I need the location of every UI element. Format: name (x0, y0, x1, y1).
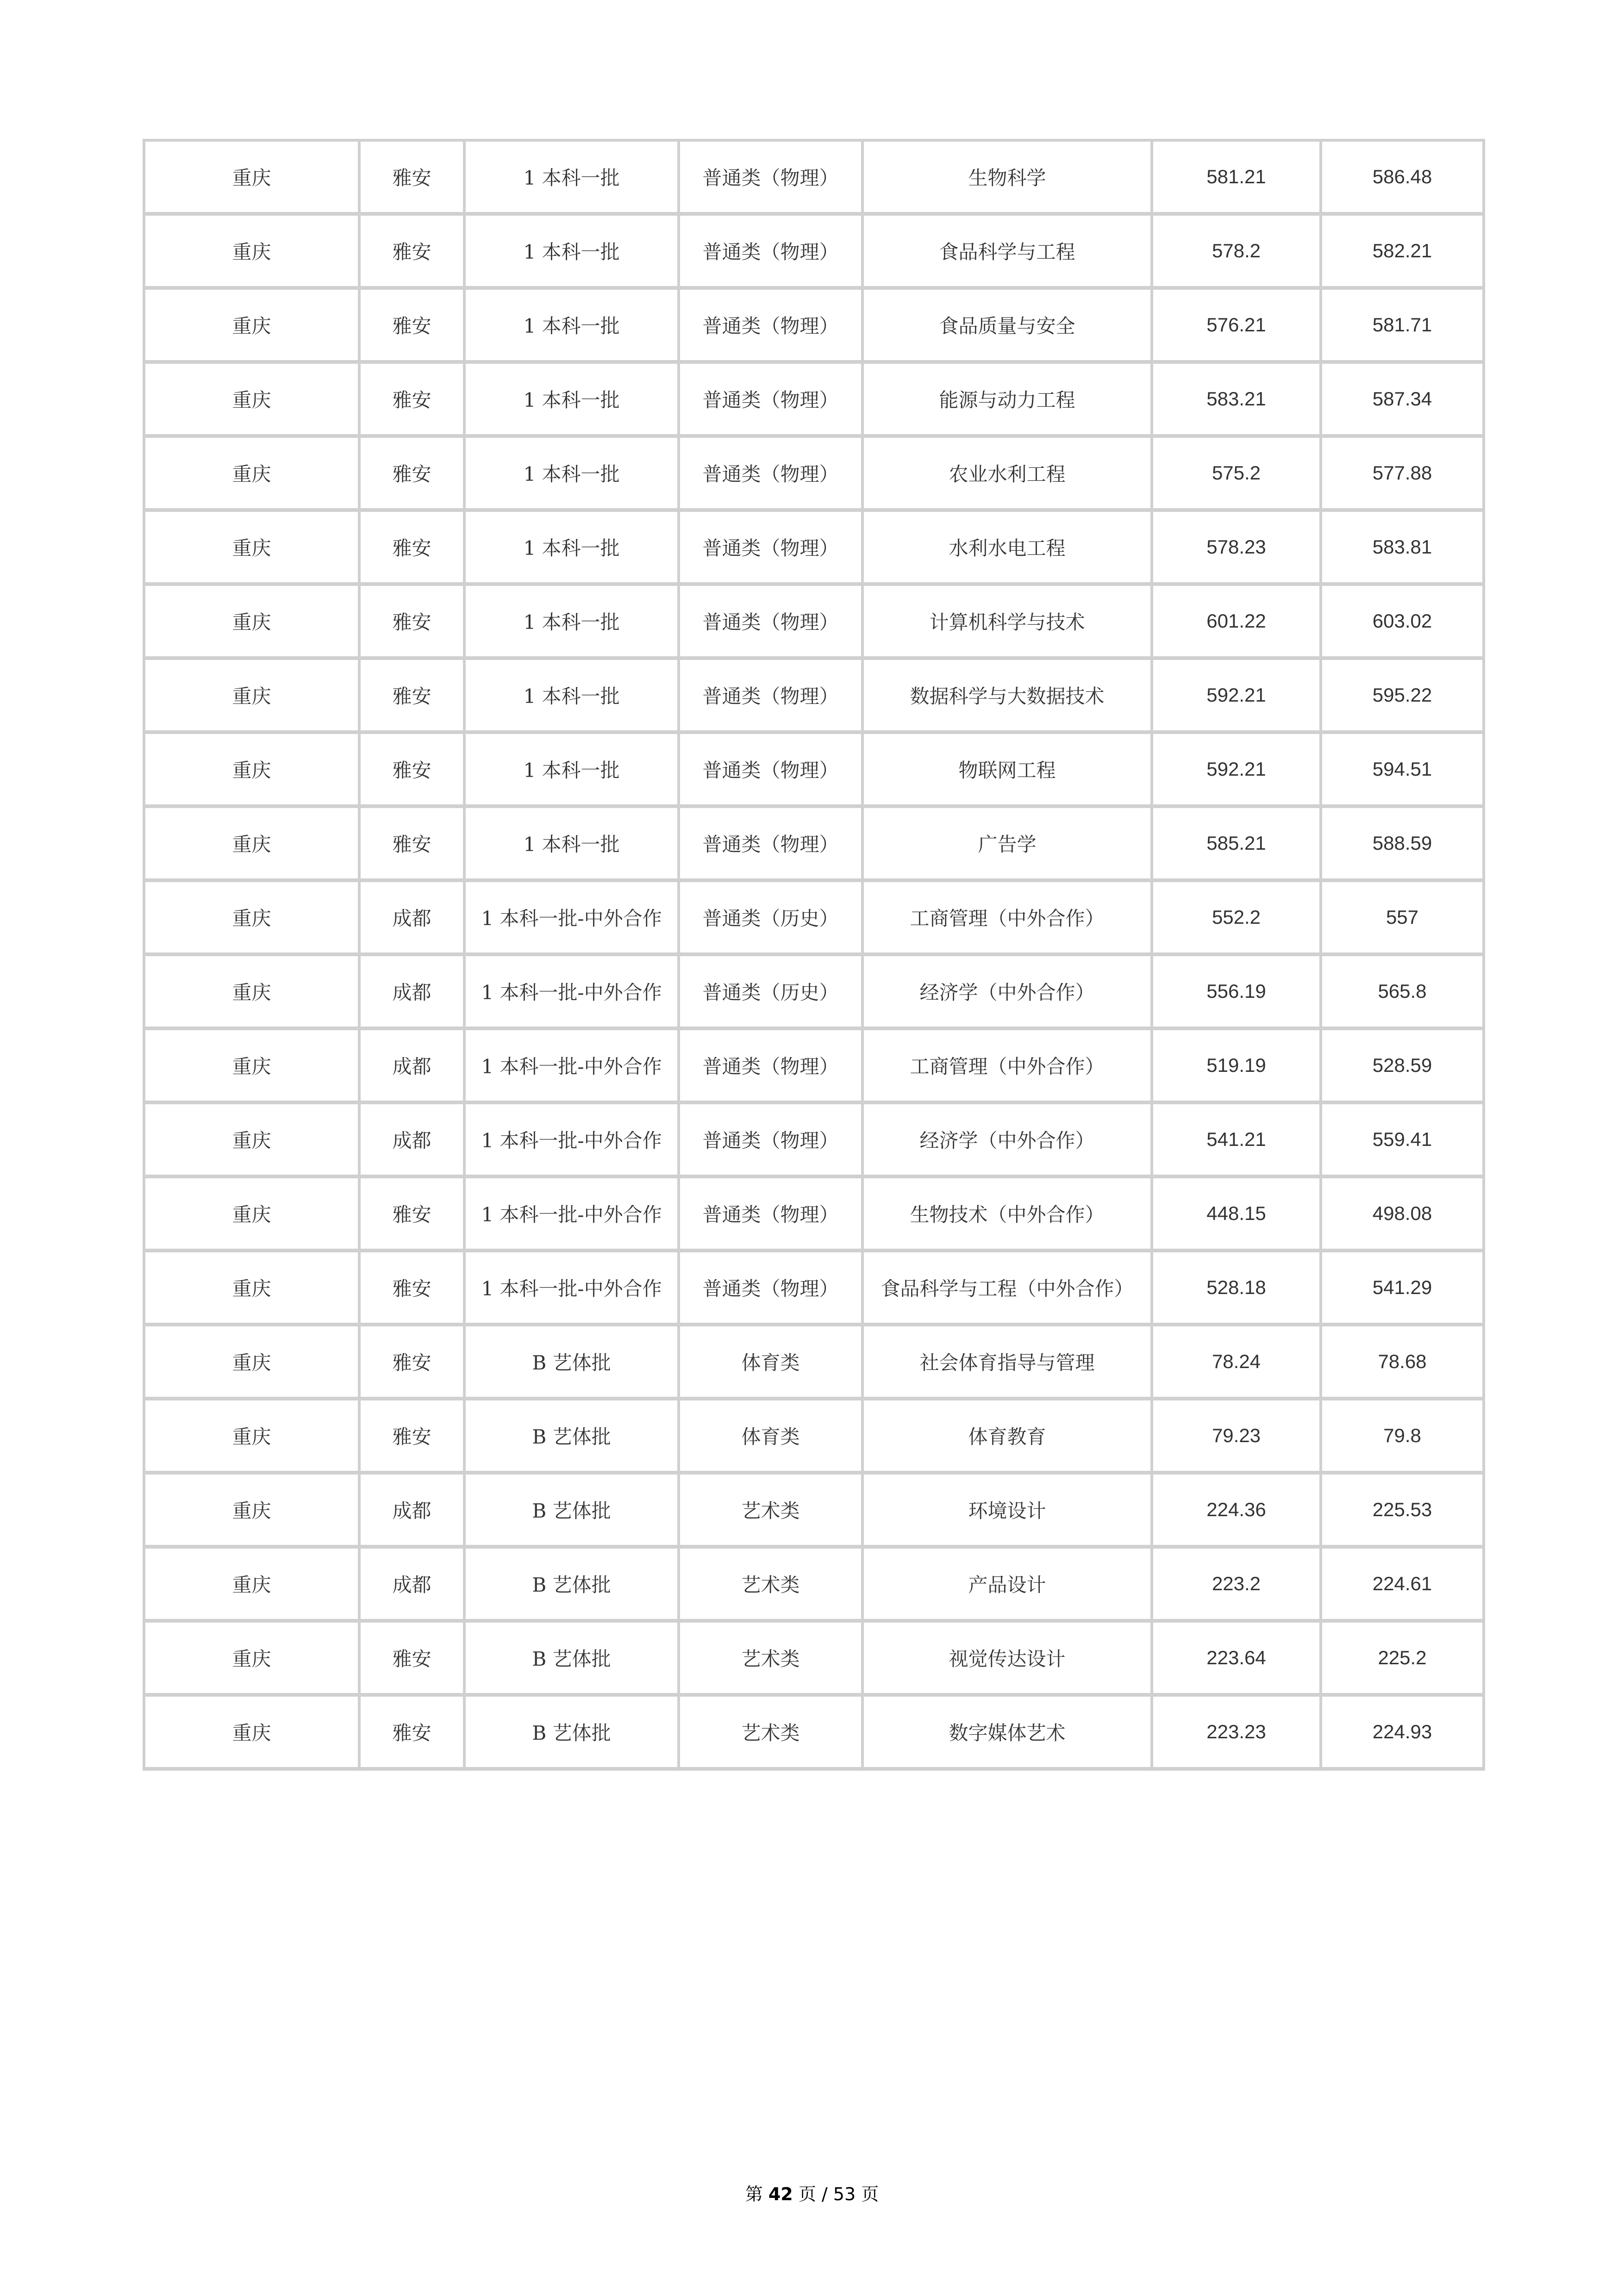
cell-campus: 雅安 (361, 1623, 466, 1697)
cell-major: 计算机科学与技术 (864, 586, 1153, 660)
cell-major: 农业水利工程 (864, 438, 1153, 512)
table-row (145, 438, 1485, 512)
cell-avg-score: 225.53 (1322, 1475, 1485, 1549)
cell-campus: 成都 (361, 1104, 466, 1178)
cell-major: 能源与动力工程 (864, 364, 1153, 438)
cell-province: 重庆 (145, 1623, 361, 1697)
cell-campus: 雅安 (361, 734, 466, 808)
cell-avg-score: 588.59 (1322, 808, 1485, 882)
cell-major: 经济学（中外合作） (864, 1104, 1153, 1178)
cell-category: 普通类（物理） (680, 216, 864, 290)
cell-category: 体育类 (680, 1326, 864, 1400)
cell-major: 体育教育 (864, 1400, 1153, 1475)
table-row (145, 216, 1485, 290)
table-row (145, 1549, 1485, 1623)
cell-category: 普通类（物理） (680, 290, 864, 364)
cell-avg-score: 78.68 (1322, 1326, 1485, 1400)
cell-batch: 1 本科一批 (466, 290, 680, 364)
cell-province: 重庆 (145, 438, 361, 512)
cell-batch: 1 本科一批 (466, 512, 680, 586)
cell-campus: 雅安 (361, 1178, 466, 1252)
cell-category: 普通类（物理） (680, 1252, 864, 1326)
cell-campus: 雅安 (361, 1697, 466, 1771)
cell-batch: B 艺体批 (466, 1549, 680, 1623)
total-pages-number: 53 (833, 2184, 856, 2204)
table-row (145, 364, 1485, 438)
cell-category: 普通类（物理） (680, 512, 864, 586)
cell-min-score: 224.36 (1153, 1475, 1322, 1549)
table-body (145, 142, 1485, 1771)
cell-major: 社会体育指导与管理 (864, 1326, 1153, 1400)
cell-major: 生物科学 (864, 142, 1153, 216)
cell-avg-score: 225.2 (1322, 1623, 1485, 1697)
cell-batch: B 艺体批 (466, 1326, 680, 1400)
cell-avg-score: 557 (1322, 882, 1485, 956)
cell-min-score: 528.18 (1153, 1252, 1322, 1326)
cell-province: 重庆 (145, 1475, 361, 1549)
cell-avg-score: 587.34 (1322, 364, 1485, 438)
cell-province: 重庆 (145, 1030, 361, 1104)
cell-avg-score: 559.41 (1322, 1104, 1485, 1178)
cell-province: 重庆 (145, 956, 361, 1030)
cell-batch: 1 本科一批 (466, 660, 680, 734)
cell-category: 普通类（物理） (680, 586, 864, 660)
cell-category: 普通类（物理） (680, 734, 864, 808)
table-row (145, 1475, 1485, 1549)
cell-major: 物联网工程 (864, 734, 1153, 808)
cell-batch: 1 本科一批-中外合作 (466, 1030, 680, 1104)
cell-category: 普通类（物理） (680, 808, 864, 882)
cell-min-score: 601.22 (1153, 586, 1322, 660)
cell-province: 重庆 (145, 512, 361, 586)
cell-province: 重庆 (145, 364, 361, 438)
cell-province: 重庆 (145, 1178, 361, 1252)
cell-avg-score: 541.29 (1322, 1252, 1485, 1326)
cell-province: 重庆 (145, 734, 361, 808)
table-row (145, 290, 1485, 364)
footer-prefix: 第 (745, 2184, 763, 2204)
cell-batch: 1 本科一批 (466, 364, 680, 438)
cell-campus: 成都 (361, 1549, 466, 1623)
cell-avg-score: 528.59 (1322, 1030, 1485, 1104)
cell-batch: B 艺体批 (466, 1400, 680, 1475)
cell-min-score: 552.2 (1153, 882, 1322, 956)
cell-category: 普通类（物理） (680, 438, 864, 512)
admission-scores-table (143, 139, 1485, 1771)
table-row (145, 1697, 1485, 1771)
cell-batch: B 艺体批 (466, 1697, 680, 1771)
cell-batch: 1 本科一批 (466, 216, 680, 290)
cell-campus: 雅安 (361, 1400, 466, 1475)
table-row (145, 808, 1485, 882)
cell-batch: 1 本科一批-中外合作 (466, 882, 680, 956)
table-row (145, 734, 1485, 808)
cell-campus: 雅安 (361, 808, 466, 882)
cell-campus: 雅安 (361, 1252, 466, 1326)
cell-province: 重庆 (145, 1697, 361, 1771)
cell-min-score: 575.2 (1153, 438, 1322, 512)
cell-avg-score: 581.71 (1322, 290, 1485, 364)
table-row (145, 1252, 1485, 1326)
cell-min-score: 585.21 (1153, 808, 1322, 882)
cell-min-score: 581.21 (1153, 142, 1322, 216)
cell-min-score: 556.19 (1153, 956, 1322, 1030)
cell-campus: 雅安 (361, 364, 466, 438)
cell-avg-score: 595.22 (1322, 660, 1485, 734)
cell-category: 普通类（物理） (680, 142, 864, 216)
cell-avg-score: 565.8 (1322, 956, 1485, 1030)
table-row (145, 1400, 1485, 1475)
cell-min-score: 541.21 (1153, 1104, 1322, 1178)
cell-province: 重庆 (145, 142, 361, 216)
cell-avg-score: 583.81 (1322, 512, 1485, 586)
table-row (145, 1326, 1485, 1400)
table-row (145, 882, 1485, 956)
cell-major: 数字媒体艺术 (864, 1697, 1153, 1771)
cell-batch: 1 本科一批-中外合作 (466, 1178, 680, 1252)
cell-avg-score: 79.8 (1322, 1400, 1485, 1475)
cell-category: 艺术类 (680, 1475, 864, 1549)
cell-min-score: 578.23 (1153, 512, 1322, 586)
cell-avg-score: 224.61 (1322, 1549, 1485, 1623)
table-row (145, 1178, 1485, 1252)
cell-campus: 雅安 (361, 660, 466, 734)
cell-major: 数据科学与大数据技术 (864, 660, 1153, 734)
cell-batch: 1 本科一批 (466, 438, 680, 512)
table-row (145, 660, 1485, 734)
cell-min-score: 578.2 (1153, 216, 1322, 290)
cell-category: 普通类（物理） (680, 1030, 864, 1104)
page-footer (0, 2180, 1624, 2205)
cell-province: 重庆 (145, 216, 361, 290)
cell-campus: 成都 (361, 1030, 466, 1104)
cell-avg-score: 224.93 (1322, 1697, 1485, 1771)
cell-category: 艺术类 (680, 1697, 864, 1771)
cell-major: 环境设计 (864, 1475, 1153, 1549)
cell-min-score: 576.21 (1153, 290, 1322, 364)
cell-min-score: 519.19 (1153, 1030, 1322, 1104)
cell-province: 重庆 (145, 1326, 361, 1400)
cell-campus: 成都 (361, 956, 466, 1030)
cell-category: 普通类（物理） (680, 364, 864, 438)
cell-batch: B 艺体批 (466, 1475, 680, 1549)
table-row (145, 586, 1485, 660)
cell-batch: 1 本科一批 (466, 808, 680, 882)
cell-major: 食品质量与安全 (864, 290, 1153, 364)
cell-campus: 成都 (361, 882, 466, 956)
cell-province: 重庆 (145, 660, 361, 734)
cell-avg-score: 603.02 (1322, 586, 1485, 660)
cell-batch: 1 本科一批-中外合作 (466, 1252, 680, 1326)
cell-min-score: 223.64 (1153, 1623, 1322, 1697)
table-row (145, 142, 1485, 216)
cell-min-score: 448.15 (1153, 1178, 1322, 1252)
cell-major: 工商管理（中外合作） (864, 882, 1153, 956)
cell-batch: 1 本科一批 (466, 734, 680, 808)
cell-avg-score: 582.21 (1322, 216, 1485, 290)
cell-min-score: 592.21 (1153, 660, 1322, 734)
cell-province: 重庆 (145, 1549, 361, 1623)
cell-province: 重庆 (145, 586, 361, 660)
cell-category: 艺术类 (680, 1623, 864, 1697)
cell-batch: B 艺体批 (466, 1623, 680, 1697)
cell-min-score: 223.23 (1153, 1697, 1322, 1771)
cell-category: 普通类（历史） (680, 956, 864, 1030)
cell-category: 普通类（物理） (680, 1104, 864, 1178)
cell-batch: 1 本科一批 (466, 142, 680, 216)
cell-province: 重庆 (145, 882, 361, 956)
cell-avg-score: 586.48 (1322, 142, 1485, 216)
cell-major: 食品科学与工程 (864, 216, 1153, 290)
cell-province: 重庆 (145, 1104, 361, 1178)
cell-campus: 成都 (361, 1475, 466, 1549)
cell-avg-score: 594.51 (1322, 734, 1485, 808)
current-page-number: 42 (768, 2184, 793, 2204)
cell-campus: 雅安 (361, 512, 466, 586)
footer-suffix: 页 (861, 2184, 879, 2204)
cell-batch: 1 本科一批-中外合作 (466, 956, 680, 1030)
footer-mid: 页 / (798, 2184, 828, 2204)
cell-campus: 雅安 (361, 1326, 466, 1400)
cell-category: 艺术类 (680, 1549, 864, 1623)
cell-province: 重庆 (145, 290, 361, 364)
cell-avg-score: 577.88 (1322, 438, 1485, 512)
cell-batch: 1 本科一批-中外合作 (466, 1104, 680, 1178)
cell-category: 普通类（物理） (680, 660, 864, 734)
cell-major: 生物技术（中外合作） (864, 1178, 1153, 1252)
cell-min-score: 78.24 (1153, 1326, 1322, 1400)
table-row (145, 1623, 1485, 1697)
cell-province: 重庆 (145, 808, 361, 882)
cell-province: 重庆 (145, 1252, 361, 1326)
cell-major: 视觉传达设计 (864, 1623, 1153, 1697)
cell-campus: 雅安 (361, 586, 466, 660)
cell-min-score: 583.21 (1153, 364, 1322, 438)
cell-category: 普通类（物理） (680, 1178, 864, 1252)
cell-campus: 雅安 (361, 438, 466, 512)
cell-campus: 雅安 (361, 142, 466, 216)
cell-min-score: 592.21 (1153, 734, 1322, 808)
cell-category: 普通类（历史） (680, 882, 864, 956)
cell-major: 广告学 (864, 808, 1153, 882)
cell-major: 经济学（中外合作） (864, 956, 1153, 1030)
table-row (145, 512, 1485, 586)
cell-province: 重庆 (145, 1400, 361, 1475)
cell-major: 工商管理（中外合作） (864, 1030, 1153, 1104)
cell-avg-score: 498.08 (1322, 1178, 1485, 1252)
cell-campus: 雅安 (361, 216, 466, 290)
cell-major: 水利水电工程 (864, 512, 1153, 586)
cell-major: 产品设计 (864, 1549, 1153, 1623)
cell-batch: 1 本科一批 (466, 586, 680, 660)
cell-min-score: 79.23 (1153, 1400, 1322, 1475)
cell-campus: 雅安 (361, 290, 466, 364)
table-row (145, 1104, 1485, 1178)
table-row (145, 956, 1485, 1030)
table-row (145, 1030, 1485, 1104)
cell-min-score: 223.2 (1153, 1549, 1322, 1623)
cell-major: 食品科学与工程（中外合作） (864, 1252, 1153, 1326)
cell-category: 体育类 (680, 1400, 864, 1475)
